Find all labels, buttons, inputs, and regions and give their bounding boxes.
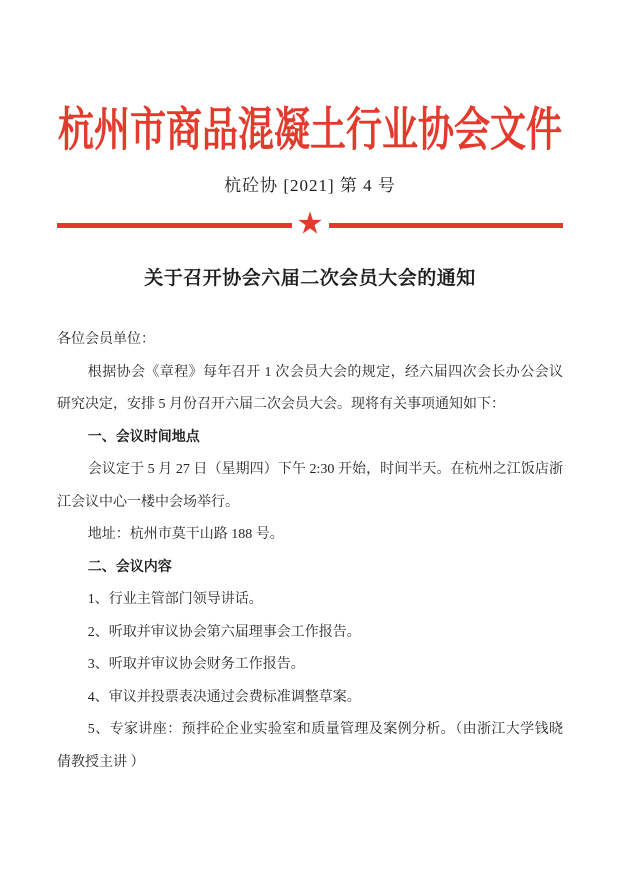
agenda-item-1: 1、行业主管部门领导讲话。 — [87, 592, 263, 607]
meeting-time-paragraph: 会议定于 5 月 27 日（星期四）下午 2:30 开始，时间半天。在杭州之江饭店浙江会议中心一楼中会场举行。 — [57, 462, 563, 510]
agenda-item-2: 2、听取并审议协会第六届理事会工作报告。 — [87, 624, 361, 640]
document-content — [0, 104, 620, 779]
agenda-item-3: 3、听取并审议协会财务工作报告。 — [87, 657, 305, 672]
section-2-heading: 二、会议内容 — [87, 559, 172, 575]
document-body — [57, 324, 563, 779]
address-paragraph: 地址：杭州市莫干山路 188 号。 — [87, 527, 284, 542]
intro-paragraph: 根据协会《章程》每年召开 1 次会员大会的规定，经六届四次会长办公会议研究决定，安排 5 月份召开六届二次会员大会。现将有关事项通知如下： — [57, 364, 563, 412]
red-divider — [57, 212, 563, 238]
salutation: 各位会员单位： — [57, 332, 155, 347]
star-icon: ★ — [297, 211, 323, 238]
divider-line-left — [57, 223, 292, 228]
document-title: 关于召开协会六届二次会员大会的通知 — [144, 268, 476, 289]
section-1-heading: 一、会议时间地点 — [87, 429, 200, 445]
agenda-item-4: 4、审议并投票表决通过会费标准调整草案。 — [87, 689, 361, 705]
letterhead-title: 杭州市商品混凝土行业协会文件 — [57, 104, 562, 156]
agenda-item-5: 5、专家讲座：预拌砼企业实验室和质量管理及案例分析。（由浙江大学钱晓倩教授主讲 ） — [57, 722, 563, 770]
document-number: 杭砼协 [2021] 第 4 号 — [224, 176, 396, 195]
divider-line-right — [329, 223, 564, 228]
